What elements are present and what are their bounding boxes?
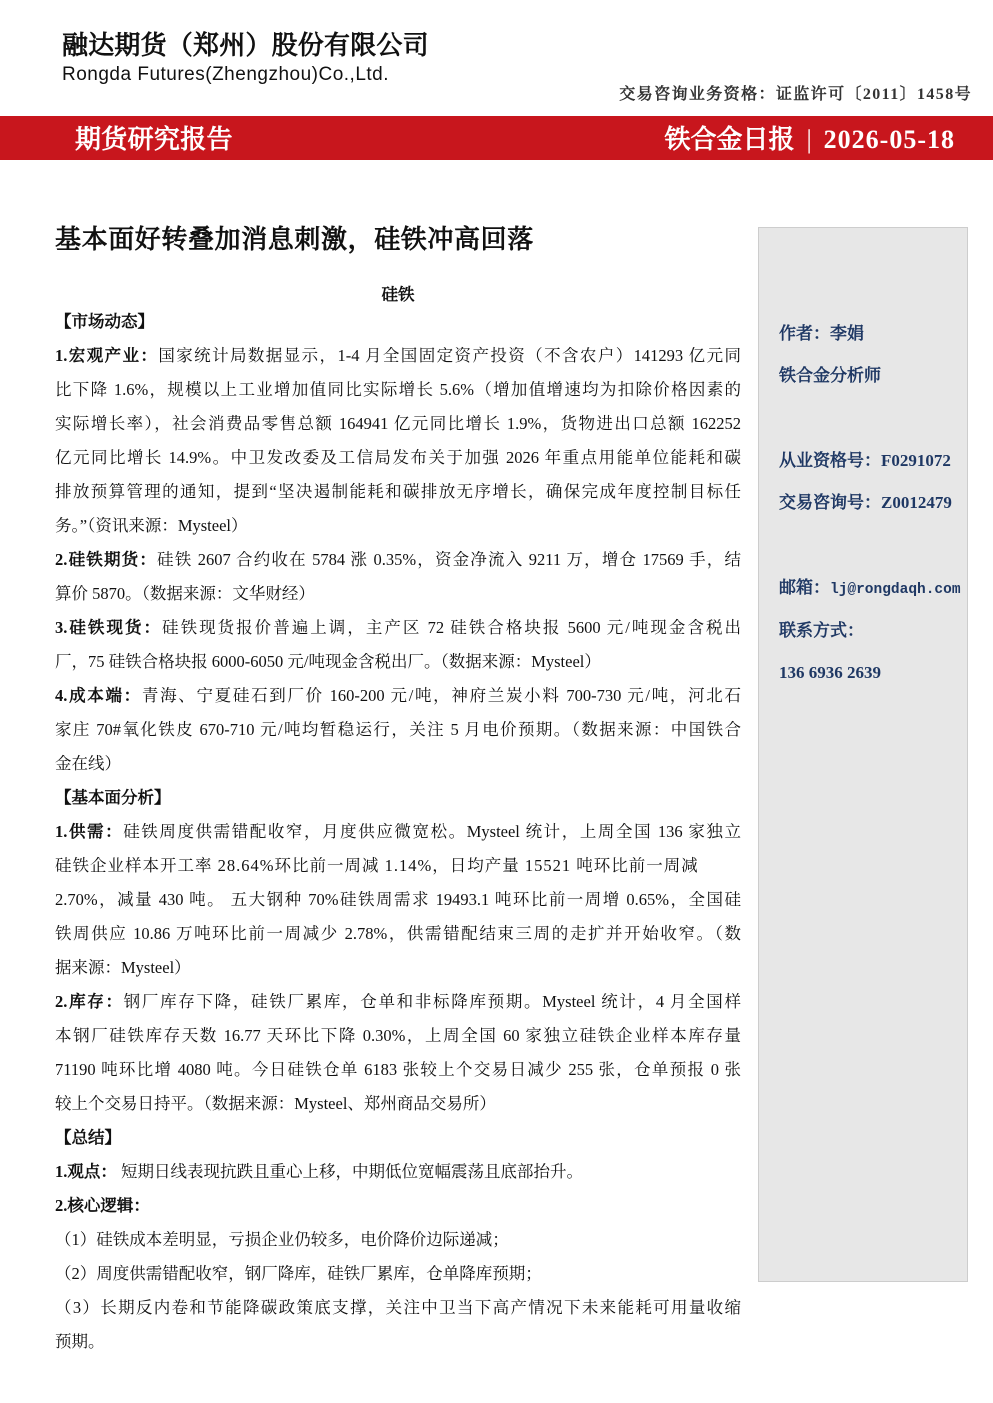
banner-report-info (664, 120, 955, 160)
paragraph-line (55, 1325, 741, 1359)
line-text: 金在线） (55, 754, 121, 773)
line-text: （2）周度供需错配收窄，钢厂降库，硅铁厂累库，仓单降库预期； (55, 1264, 542, 1283)
paragraph-line (55, 985, 741, 1019)
line-text: （1）硅铁成本差明显，亏损企业仍较多，电价降价边际递减； (55, 1230, 509, 1249)
banner-category: 期货研究报告 (75, 125, 233, 154)
paragraph-line (55, 951, 741, 985)
author-contact-label: 联系方式： (779, 621, 864, 640)
author-email-label: 邮箱： (779, 578, 830, 597)
paragraph-supply-demand (55, 815, 741, 985)
author-qualification-no: 从业资格号：F0291072 (779, 451, 951, 470)
item-label: 3.硅铁现货： (55, 618, 163, 637)
line-text: 排放预算管理的通知，提到“坚决遏制能耗和碳排放无序增长，确保完成年度控制目标任 (55, 482, 741, 501)
line-text: 较上个交易日持平。（数据来源：Mysteel、郑州商品交易所） (55, 1094, 496, 1113)
paragraph-ferrosilicon-futures (55, 543, 741, 611)
line-text: 青海、宁夏硅石到厂价 160-200 元/吨，神府兰炭小料 700-730 元/吨，河北石 (141, 686, 741, 705)
line-text: 短期日线表现抗跌且重心上移，中期低位宽幅震荡且底部抬升。 (116, 1162, 583, 1181)
paragraph-ferrosilicon-spot (55, 611, 741, 679)
company-name-cn: 融达期货（郑州）股份有限公司 (62, 31, 429, 60)
line-text: 硅铁 2607 合约收在 5784 涨 0.35%，资金净流入 9211 万，增仓 17569 手，结 (157, 550, 741, 569)
item-label: 1.观点： (55, 1162, 117, 1181)
section-heading-summary: 【总结】 (55, 1128, 121, 1147)
line-text: 硅铁周度供需错配收窄，月度供应微宽松。Mysteel 统计，上周全国 136 家独立 (123, 822, 741, 841)
line-text: 铁周供应 10.86 万吨环比前一周减少 2.78%，供需错配结束三周的走扩并开始收窄。（数 (55, 924, 741, 943)
paragraph-core-logic (55, 1189, 741, 1359)
line-text: 家庄 70#氧化铁皮 670-710 元/吨均暂稳运行，关注 5 月电价预期。（数据来源：中国铁合 (55, 720, 741, 739)
paragraph-line (55, 543, 741, 577)
paragraph-inventory (55, 985, 741, 1121)
line-text: 硅铁现货报价普遍上调，主产区 72 硅铁合格块报 5600 元/吨现金含税出 (162, 618, 741, 637)
line-text: 算价 5870。（数据来源：文华财经） (55, 584, 315, 603)
author-email-row (779, 571, 961, 607)
report-title: 基本面好转叠加消息刺激，硅铁冲高回落 (55, 225, 534, 254)
line-text: （3）长期反内卷和节能降碳政策底支撑，关注中卫当下高产情况下未来能耗可用量收缩 (55, 1298, 741, 1317)
line-text: 据来源：Mysteel） (55, 958, 191, 977)
paragraph-line (55, 1291, 741, 1325)
paragraph-line (55, 1189, 741, 1223)
item-label: 2.核心逻辑： (55, 1196, 150, 1215)
report-banner (0, 116, 993, 160)
paragraph-cost-side (55, 679, 741, 781)
paragraph-line (55, 849, 741, 883)
line-text: 比下降 1.6%，规模以上工业增加值同比实际增长 5.6%（增加值增速均为扣除价格因素的 (55, 380, 741, 399)
section-heading-market-dynamics: 【市场动态】 (55, 312, 154, 331)
section-heading-fundamental-analysis: 【基本面分析】 (55, 788, 171, 807)
item-label: 2.硅铁期货： (55, 550, 158, 569)
paragraph-line (55, 509, 741, 543)
line-text: 务。”（资讯来源：Mysteel） (55, 516, 248, 535)
author-consult-no: 交易咨询号：Z0012479 (779, 493, 952, 512)
paragraph-line (55, 407, 741, 441)
line-text: 2.70%，减量 430 吨。 五大钢种 70%硅铁周需求 19493.1 吨环比前一周增 0.65%，全国硅 (55, 890, 741, 909)
line-text: 亿元同比增长 14.9%。中卫发改委及工信局发布关于加强 2026 年重点用能单位能耗和碳 (55, 448, 741, 467)
paragraph-line (55, 475, 741, 509)
paragraph-line (55, 577, 741, 611)
paragraph-line (55, 679, 741, 713)
line-text: 硅铁企业样本开工率 28.64%环比前一周减 1.14%，日均产量 15521 吨环比前一周减 (55, 856, 699, 875)
item-label: 4.成本端： (55, 686, 142, 705)
paragraph-macro-industry (55, 339, 741, 543)
item-label: 1.供需： (55, 822, 124, 841)
line-text: 预期。 (55, 1332, 105, 1351)
author-role: 铁合金分析师 (779, 366, 881, 385)
paragraph-line (55, 339, 741, 373)
author-email: lj@rongdaqh.com (830, 582, 961, 598)
license-text: 交易咨询业务资格：证监许可〔2011〕1458号 (619, 86, 972, 103)
banner-date: 2026-05-18 (823, 125, 955, 154)
report-subject: 硅铁 (381, 285, 415, 304)
report-body (55, 305, 741, 1359)
line-text: 钢厂库存下降，硅铁厂累库，仓单和非标降库预期。Mysteel 统计，4 月全国样 (123, 992, 741, 1011)
line-text: 实际增长率），社会消费品零售总额 164941 亿元同比增长 1.9%，货物进出口总额 162252 (55, 414, 741, 433)
paragraph-line (55, 1019, 741, 1053)
item-label: 1.宏观产业： (55, 346, 159, 365)
line-text: 71190 吨环比增 4080 吨。今日硅铁仓单 6183 张较上个交易日减少 255 张，仓单预报 0 张 (55, 1060, 741, 1079)
logic-point-1 (55, 1223, 741, 1257)
paragraph-line (55, 917, 741, 951)
banner-separator: | (806, 125, 812, 154)
paragraph-line (55, 1155, 741, 1189)
paragraph-line (55, 611, 741, 645)
line-text: 国家统计局数据显示，1-4 月全国固定资产投资（不含农户）141293 亿元同 (158, 346, 741, 365)
banner-report-name: 铁合金日报 (664, 125, 795, 154)
paragraph-view (55, 1155, 741, 1189)
line-text: 厂，75 硅铁合格块报 6000-6050 元/吨现金含税出厂。（数据来源：Mysteel） (55, 652, 601, 671)
author-sidebar (758, 227, 968, 1282)
paragraph-line (55, 373, 741, 407)
paragraph-line (55, 883, 741, 917)
paragraph-line (55, 815, 741, 849)
paragraph-line (55, 441, 741, 475)
author-name: 作者：李娟 (779, 324, 864, 343)
item-label: 2.库存： (55, 992, 124, 1011)
paragraph-line (55, 1087, 741, 1121)
logic-point-2 (55, 1257, 741, 1291)
paragraph-line (55, 713, 741, 747)
author-phone: 136 6936 2639 (779, 663, 881, 682)
paragraph-line (55, 1053, 741, 1087)
logic-point-3 (55, 1291, 741, 1359)
paragraph-line (55, 645, 741, 679)
line-text: 本钢厂硅铁库存天数 16.77 天环比下降 0.30%，上周全国 60 家独立硅铁企业样本库存量 (55, 1026, 741, 1045)
paragraph-line (55, 747, 741, 781)
company-name-en: Rongda Futures(Zhengzhou)Co.,Ltd. (62, 64, 390, 85)
